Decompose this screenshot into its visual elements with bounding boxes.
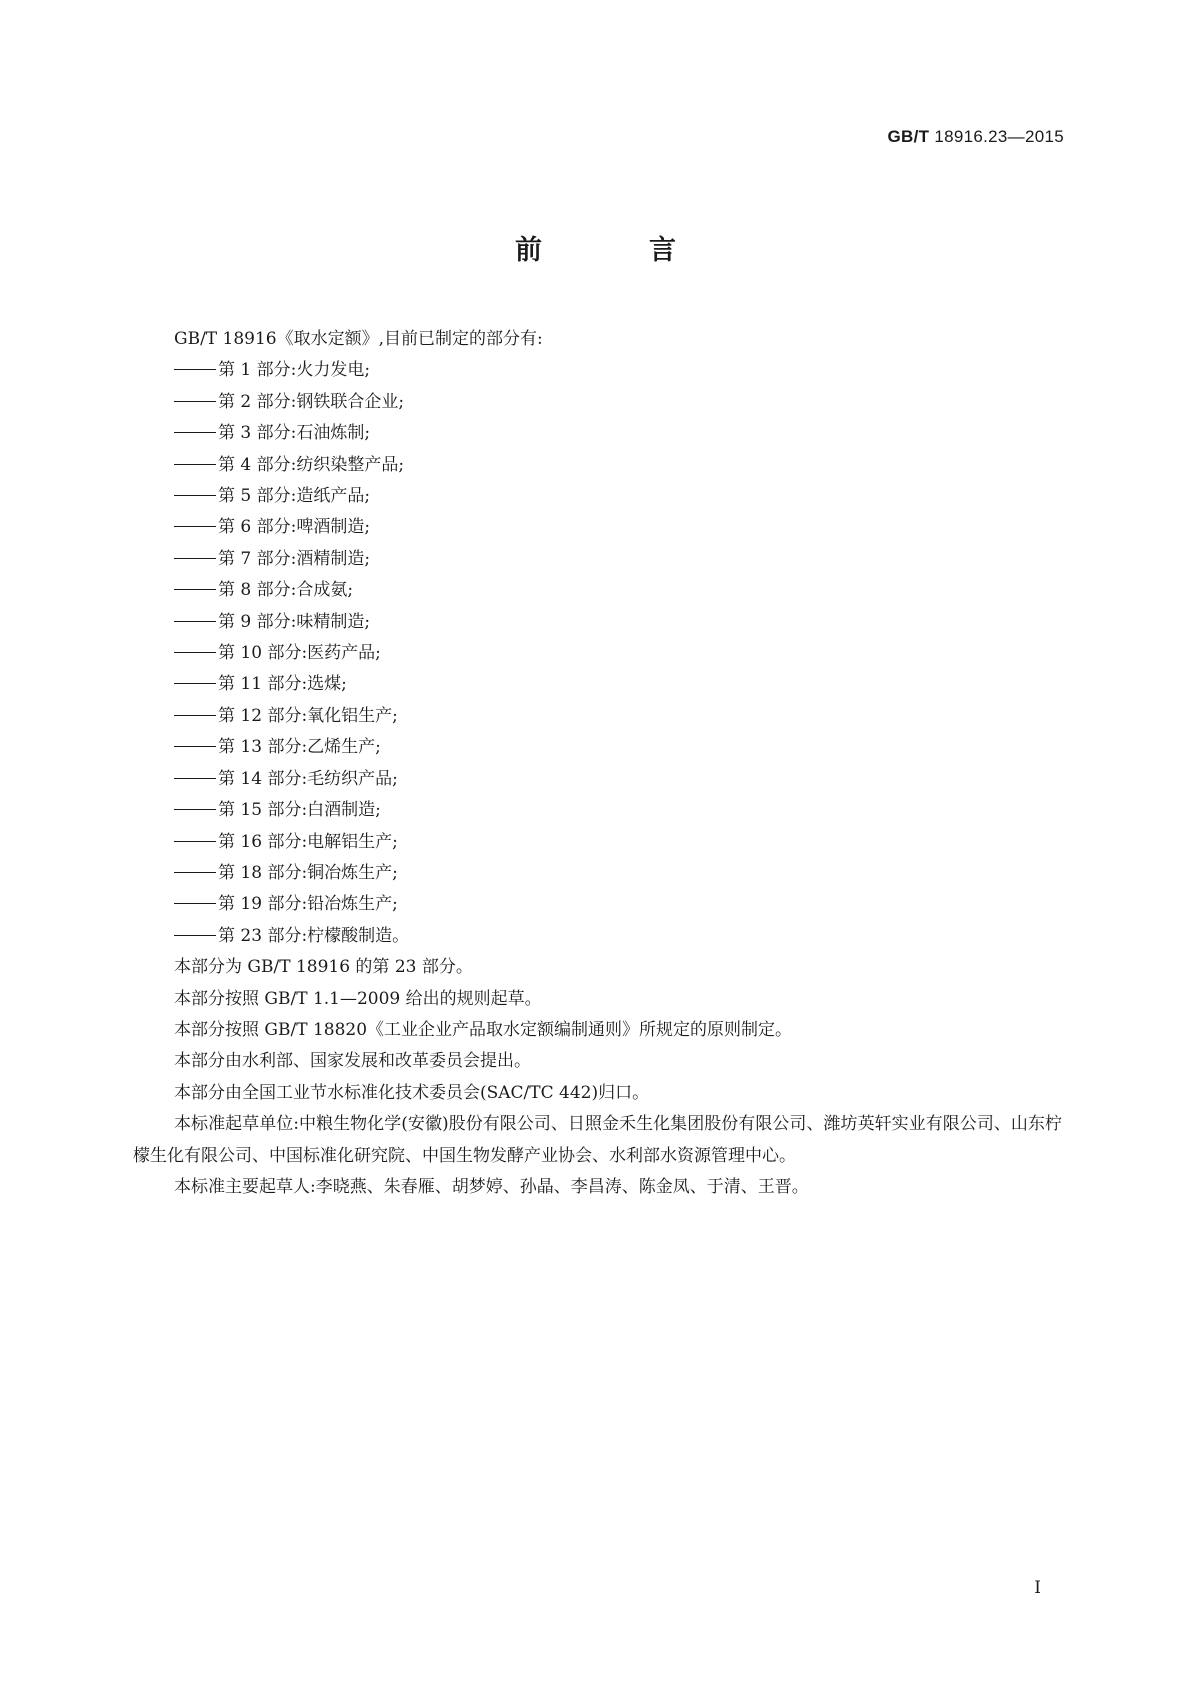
document-body	[133, 324, 1062, 1203]
body-paragraph: 本标准主要起草人:李晓燕、朱春雁、胡梦婷、孙晶、李昌涛、陈金凤、于清、王晋。	[174, 1176, 809, 1197]
body-paragraph: 本标准起草单位:中粮生物化学(安徽)股份有限公司、日照金禾生化集团股份有限公司、潍坊英轩实业有限公司、山东柠檬生化有限公司、中国标准化研究院、中国生物发酵产业协会、水利部水资源管理中心。	[133, 1114, 1062, 1166]
list-item	[133, 669, 1062, 700]
dash-mark	[174, 841, 216, 842]
list-item-text: 第 6 部分:啤酒制造;	[218, 517, 371, 538]
list-item-text: 第 11 部分:选煤;	[218, 674, 347, 695]
body-paragraph: 本部分由全国工业节水标准化技术委员会(SAC/TC 442)归口。	[174, 1082, 650, 1103]
dash-mark	[174, 558, 216, 559]
dash-mark	[174, 369, 216, 370]
list-item	[133, 387, 1062, 418]
list-item	[133, 795, 1062, 826]
dash-mark	[174, 652, 216, 653]
list-item	[133, 827, 1062, 858]
dash-mark	[174, 432, 216, 433]
list-item	[133, 575, 1062, 606]
intro-paragraph: GB/T 18916《取水定额》,目前已制定的部分有:	[174, 329, 543, 349]
list-item-text: 第 19 部分:铅冶炼生产;	[218, 894, 398, 915]
list-item	[133, 544, 1062, 575]
dash-mark	[174, 401, 216, 402]
list-item	[133, 764, 1062, 795]
list-item-text: 第 23 部分:柠檬酸制造。	[218, 925, 410, 946]
body-paragraph: 本部分按照 GB/T 18820《工业企业产品取水定额编制通则》所规定的原则制定。	[174, 1019, 793, 1040]
list-item-text: 第 9 部分:味精制造;	[218, 611, 371, 632]
list-item	[133, 607, 1062, 638]
list-item-text: 第 13 部分:乙烯生产;	[218, 737, 381, 758]
list-item-text: 第 14 部分:毛纺织产品;	[218, 768, 398, 789]
list-item	[133, 889, 1062, 920]
list-item	[133, 418, 1062, 449]
body-paragraph: 本部分为 GB/T 18916 的第 23 部分。	[174, 957, 473, 978]
parts-list	[133, 355, 1062, 952]
dash-mark	[174, 903, 216, 904]
list-item-text: 第 4 部分:纺织染整产品;	[218, 454, 405, 475]
list-item-text: 第 7 部分:酒精制造;	[218, 548, 371, 569]
dash-mark	[174, 872, 216, 873]
dash-mark	[174, 746, 216, 747]
list-item	[133, 481, 1062, 512]
list-item-text: 第 12 部分:氧化铝生产;	[218, 705, 398, 726]
page-title: 前 言	[515, 235, 716, 266]
list-item	[133, 858, 1062, 889]
body-paragraph: 本部分按照 GB/T 1.1—2009 给出的规则起草。	[174, 988, 542, 1009]
standard-code	[888, 127, 1064, 147]
list-item-text: 第 18 部分:铜冶炼生产;	[218, 862, 398, 883]
dash-mark	[174, 715, 216, 716]
list-item-text: 第 3 部分:石油炼制;	[218, 423, 371, 444]
list-item	[133, 512, 1062, 543]
page-number: I	[1034, 1578, 1041, 1598]
list-item-text: 第 16 部分:电解铝生产;	[218, 831, 398, 852]
list-item-text: 第 15 部分:白酒制造;	[218, 800, 381, 821]
paragraphs	[133, 952, 1062, 1203]
dash-mark	[174, 464, 216, 465]
list-item	[133, 638, 1062, 669]
list-item-text: 第 1 部分:火力发电;	[218, 360, 371, 381]
standard-prefix: GB/T	[887, 127, 930, 146]
list-item-text: 第 10 部分:医药产品;	[218, 643, 381, 664]
list-item-text: 第 2 部分:钢铁联合企业;	[218, 391, 405, 412]
list-item	[133, 732, 1062, 763]
list-item	[133, 355, 1062, 386]
dash-mark	[174, 935, 216, 936]
list-item	[133, 701, 1062, 732]
list-item-text: 第 5 部分:造纸产品;	[218, 486, 371, 507]
standard-number: 18916.23—2015	[934, 127, 1064, 146]
dash-mark	[174, 621, 216, 622]
list-item	[133, 921, 1062, 952]
list-item-text: 第 8 部分:合成氨;	[218, 580, 354, 601]
dash-mark	[174, 589, 216, 590]
body-paragraph: 本部分由水利部、国家发展和改革委员会提出。	[174, 1051, 531, 1072]
dash-mark	[174, 778, 216, 779]
dash-mark	[174, 683, 216, 684]
dash-mark	[174, 495, 216, 496]
dash-mark	[174, 809, 216, 810]
dash-mark	[174, 526, 216, 527]
list-item	[133, 450, 1062, 481]
